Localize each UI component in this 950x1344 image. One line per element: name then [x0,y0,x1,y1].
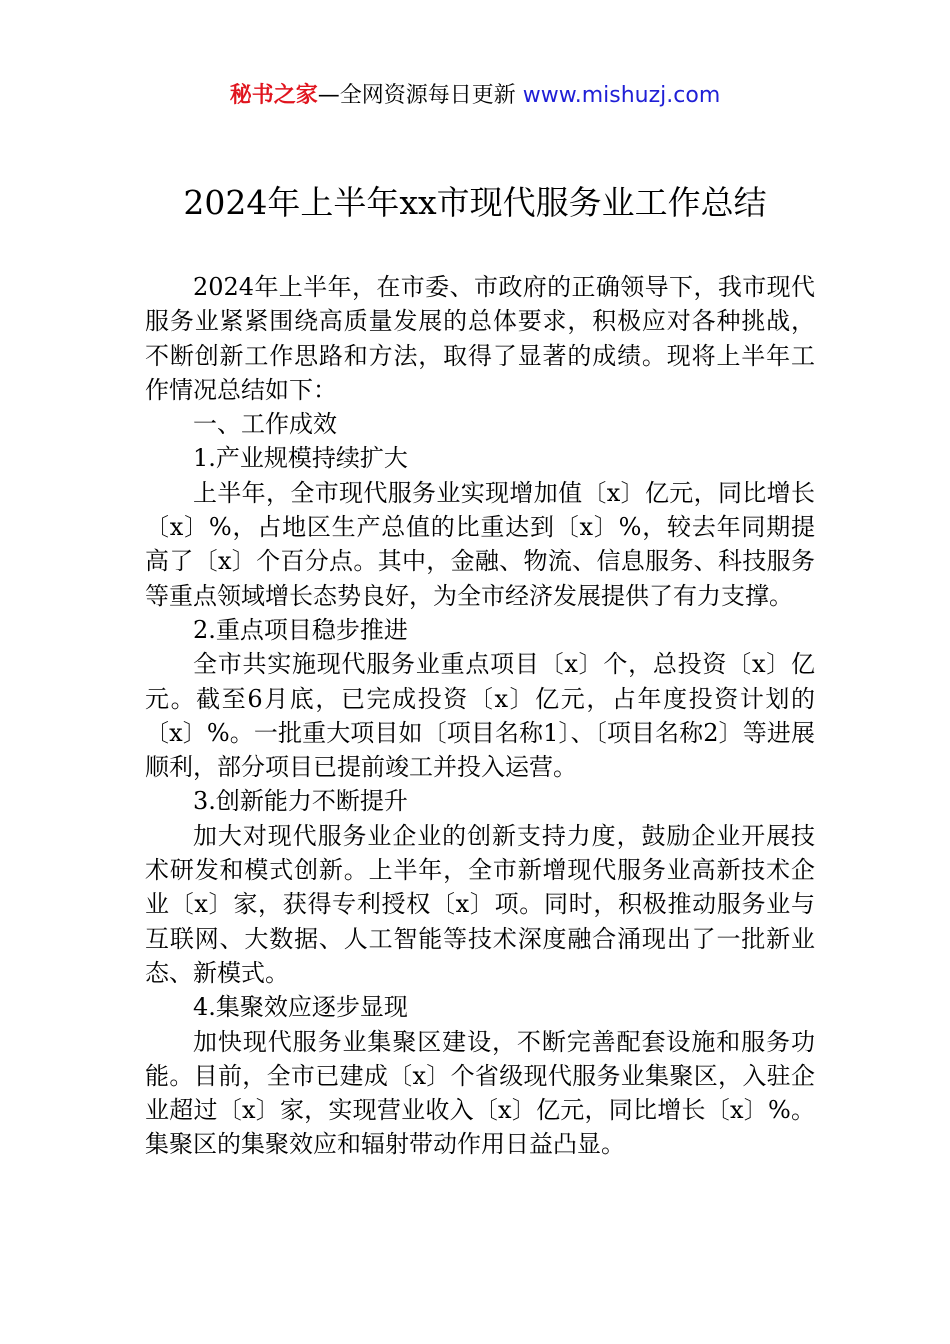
site-tagline: —全网资源每日更新 [317,83,523,108]
document-title: 2024年上半年xx市现代服务业工作总结 [183,183,767,222]
body-paragraph: 全市共实施现代服务业重点项目〔x〕个，总投资〔x〕亿元。截至6月底，已完成投资〔x〕亿元，占年度投资计划的〔x〕%。一批重大项目如〔项目名称1〕、〔项目名称2〕等进展顺利，部分项目已提前竣工并投入运营。 [145,650,815,782]
body-paragraph: 上半年，全市现代服务业实现增加值〔x〕亿元，同比增长〔x〕%，占地区生产总值的比重达到〔x〕%，较去年同期提高了〔x〕个百分点。其中，金融、物流、信息服务、科技服务等重点领域增长态势良好，为全市经济发展提供了有力支撑。 [145,478,815,610]
body-paragraph: 加快现代服务业集聚区建设，不断完善配套设施和服务功能。目前，全市已建成〔x〕个省级现代服务业集聚区，入驻企业超过〔x〕家，实现营业收入〔x〕亿元，同比增长〔x〕%。集聚区的集聚效应和辐射带动作用日益凸显。 [145,1027,815,1159]
subsection-heading: 4.集聚效应逐步显现 [193,993,408,1022]
subsection-heading: 1.产业规模持续扩大 [193,444,408,473]
subsection-heading: 2.重点项目稳步推进 [193,615,408,644]
site-header [0,80,950,112]
site-brand: 秘书之家 [229,83,318,108]
section-heading: 一、工作成效 [193,410,337,439]
intro-paragraph: 2024年上半年，在市委、市政府的正确领导下，我市现代服务业紧紧围绕高质量发展的总体要求，积极应对各种挑战，不断创新工作思路和方法，取得了显著的成绩。现将上半年工作情况总结如下： [145,273,815,404]
document-body [145,270,815,1162]
body-paragraph: 加大对现代服务业企业的创新支持力度，鼓励企业开展技术研发和模式创新。上半年，全市新增现代服务业高新技术企业〔x〕家，获得专利授权〔x〕项。同时，积极推动服务业与互联网、大数据、人工智能等技术深度融合涌现出了一批新业态、新模式。 [145,821,815,987]
site-url-link[interactable]: www.mishuzj.com [522,83,721,108]
subsection-heading: 3.创新能力不断提升 [193,787,408,816]
